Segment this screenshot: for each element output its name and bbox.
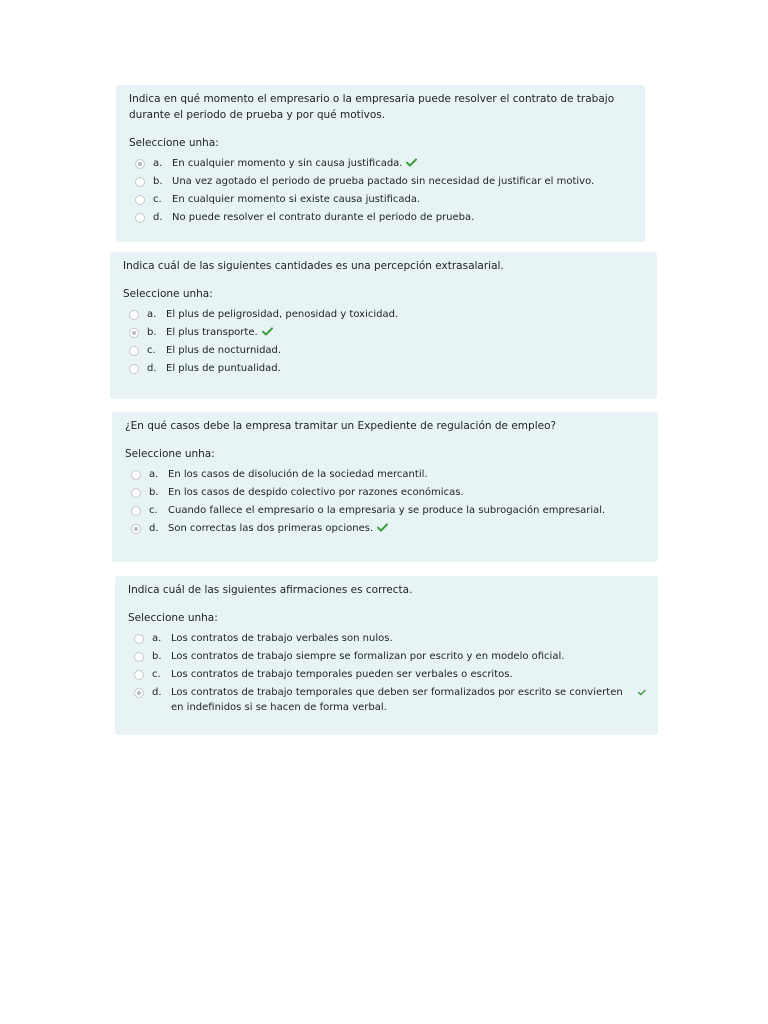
answer-option-d[interactable] [128,685,646,715]
option-letter: d. [147,363,157,374]
option-letter: d. [153,212,163,223]
option-text: Cuando fallece el empresario o la empresaria y se produce la subrogación empresarial. [168,505,606,516]
option-letter: c. [147,345,156,356]
answer-option-b[interactable] [128,649,646,664]
radio-button[interactable] [129,346,139,356]
option-text: Los contratos de trabajo siempre se formalizan por escrito y en modelo oficial. [171,651,565,662]
option-text: En cualquier momento y sin causa justificada. [172,158,403,169]
answer-option-c[interactable] [125,503,646,518]
option-text: El plus de peligrosidad, penosidad y toxicidad. [166,309,399,320]
question-card-2 [110,252,657,399]
correct-check-icon [638,688,646,697]
answer-option-b[interactable] [123,325,645,340]
select-prompt: Seleccione unha: [129,137,219,149]
option-text: Los contratos de trabajo verbales son nulos. [171,633,393,644]
answer-option-a[interactable] [129,156,633,171]
option-text: El plus de nocturnidad. [166,345,282,356]
option-letter: b. [152,651,162,662]
question-card-3 [112,412,658,562]
radio-button[interactable] [129,310,139,320]
option-text: El plus de puntualidad. [166,363,281,374]
answer-options [129,156,633,225]
radio-button[interactable] [135,195,145,205]
option-text: En cualquier momento si existe causa justificada. [172,194,421,205]
radio-button[interactable] [129,364,139,374]
radio-button[interactable] [131,506,141,516]
question-card-1 [116,85,645,242]
answer-option-c[interactable] [129,192,633,207]
answer-option-b[interactable] [129,174,633,189]
radio-button[interactable] [135,213,145,223]
answer-option-b[interactable] [125,485,646,500]
option-text: Los contratos de trabajo temporales que deben ser formalizados por escrito se convierten en indefinidos si se hacen de forma verbal. [171,687,623,713]
option-letter: a. [147,309,157,320]
answer-option-d[interactable] [123,361,645,376]
question-text: ¿En qué casos debe la empresa tramitar un Expediente de regulación de empleo? [125,420,557,432]
radio-button[interactable] [134,670,144,680]
option-letter: c. [149,505,158,516]
answer-option-a[interactable] [128,631,646,646]
option-letter: a. [152,633,162,644]
radio-button[interactable] [131,488,141,498]
option-letter: a. [149,469,159,480]
question-card-4 [115,576,658,735]
answer-option-d[interactable] [125,521,646,536]
option-letter: b. [147,327,157,338]
radio-button[interactable] [134,652,144,662]
radio-button-selected[interactable] [131,524,141,534]
option-text: En los casos de despido colectivo por razones económicas. [168,487,464,498]
radio-button-selected[interactable] [134,688,144,698]
correct-check-icon [262,327,273,336]
option-letter: b. [149,487,159,498]
question-text: Indica cuál de las siguientes afirmaciones es correcta. [128,584,413,596]
question-text: Indica cuál de las siguientes cantidades es una percepción extrasalarial. [123,260,504,272]
radio-button-selected[interactable] [135,159,145,169]
option-text: Una vez agotado el periodo de prueba pactado sin necesidad de justificar el motivo. [172,176,595,187]
answer-option-a[interactable] [123,307,645,322]
radio-button[interactable] [135,177,145,187]
question-text: Indica en qué momento el empresario o la empresaria puede resolver el contrato de trabajo durante el periodo de prueba y por qué motivos. [129,93,615,121]
option-letter: d. [149,523,159,534]
radio-button[interactable] [134,634,144,644]
radio-button-selected[interactable] [129,328,139,338]
radio-button[interactable] [131,470,141,480]
answer-option-d[interactable] [129,210,633,225]
select-prompt: Seleccione unha: [128,612,218,624]
correct-check-icon [406,158,417,167]
option-letter: c. [153,194,162,205]
answer-options [125,467,646,536]
option-letter: c. [152,669,161,680]
option-text: Son correctas las dos primeras opciones. [168,523,374,534]
answer-options [128,631,646,715]
correct-check-icon [377,523,388,532]
option-text: En los casos de disolución de la sociedad mercantil. [168,469,428,480]
option-text: No puede resolver el contrato durante el periodo de prueba. [172,212,475,223]
option-text: Los contratos de trabajo temporales pueden ser verbales o escritos. [171,669,513,680]
answer-options [123,307,645,376]
answer-option-a[interactable] [125,467,646,482]
answer-option-c[interactable] [128,667,646,682]
option-letter: d. [152,687,162,698]
answer-option-c[interactable] [123,343,645,358]
select-prompt: Seleccione unha: [125,448,215,460]
option-letter: b. [153,176,163,187]
option-letter: a. [153,158,163,169]
option-text: El plus transporte. [166,327,258,338]
select-prompt: Seleccione unha: [123,288,213,300]
